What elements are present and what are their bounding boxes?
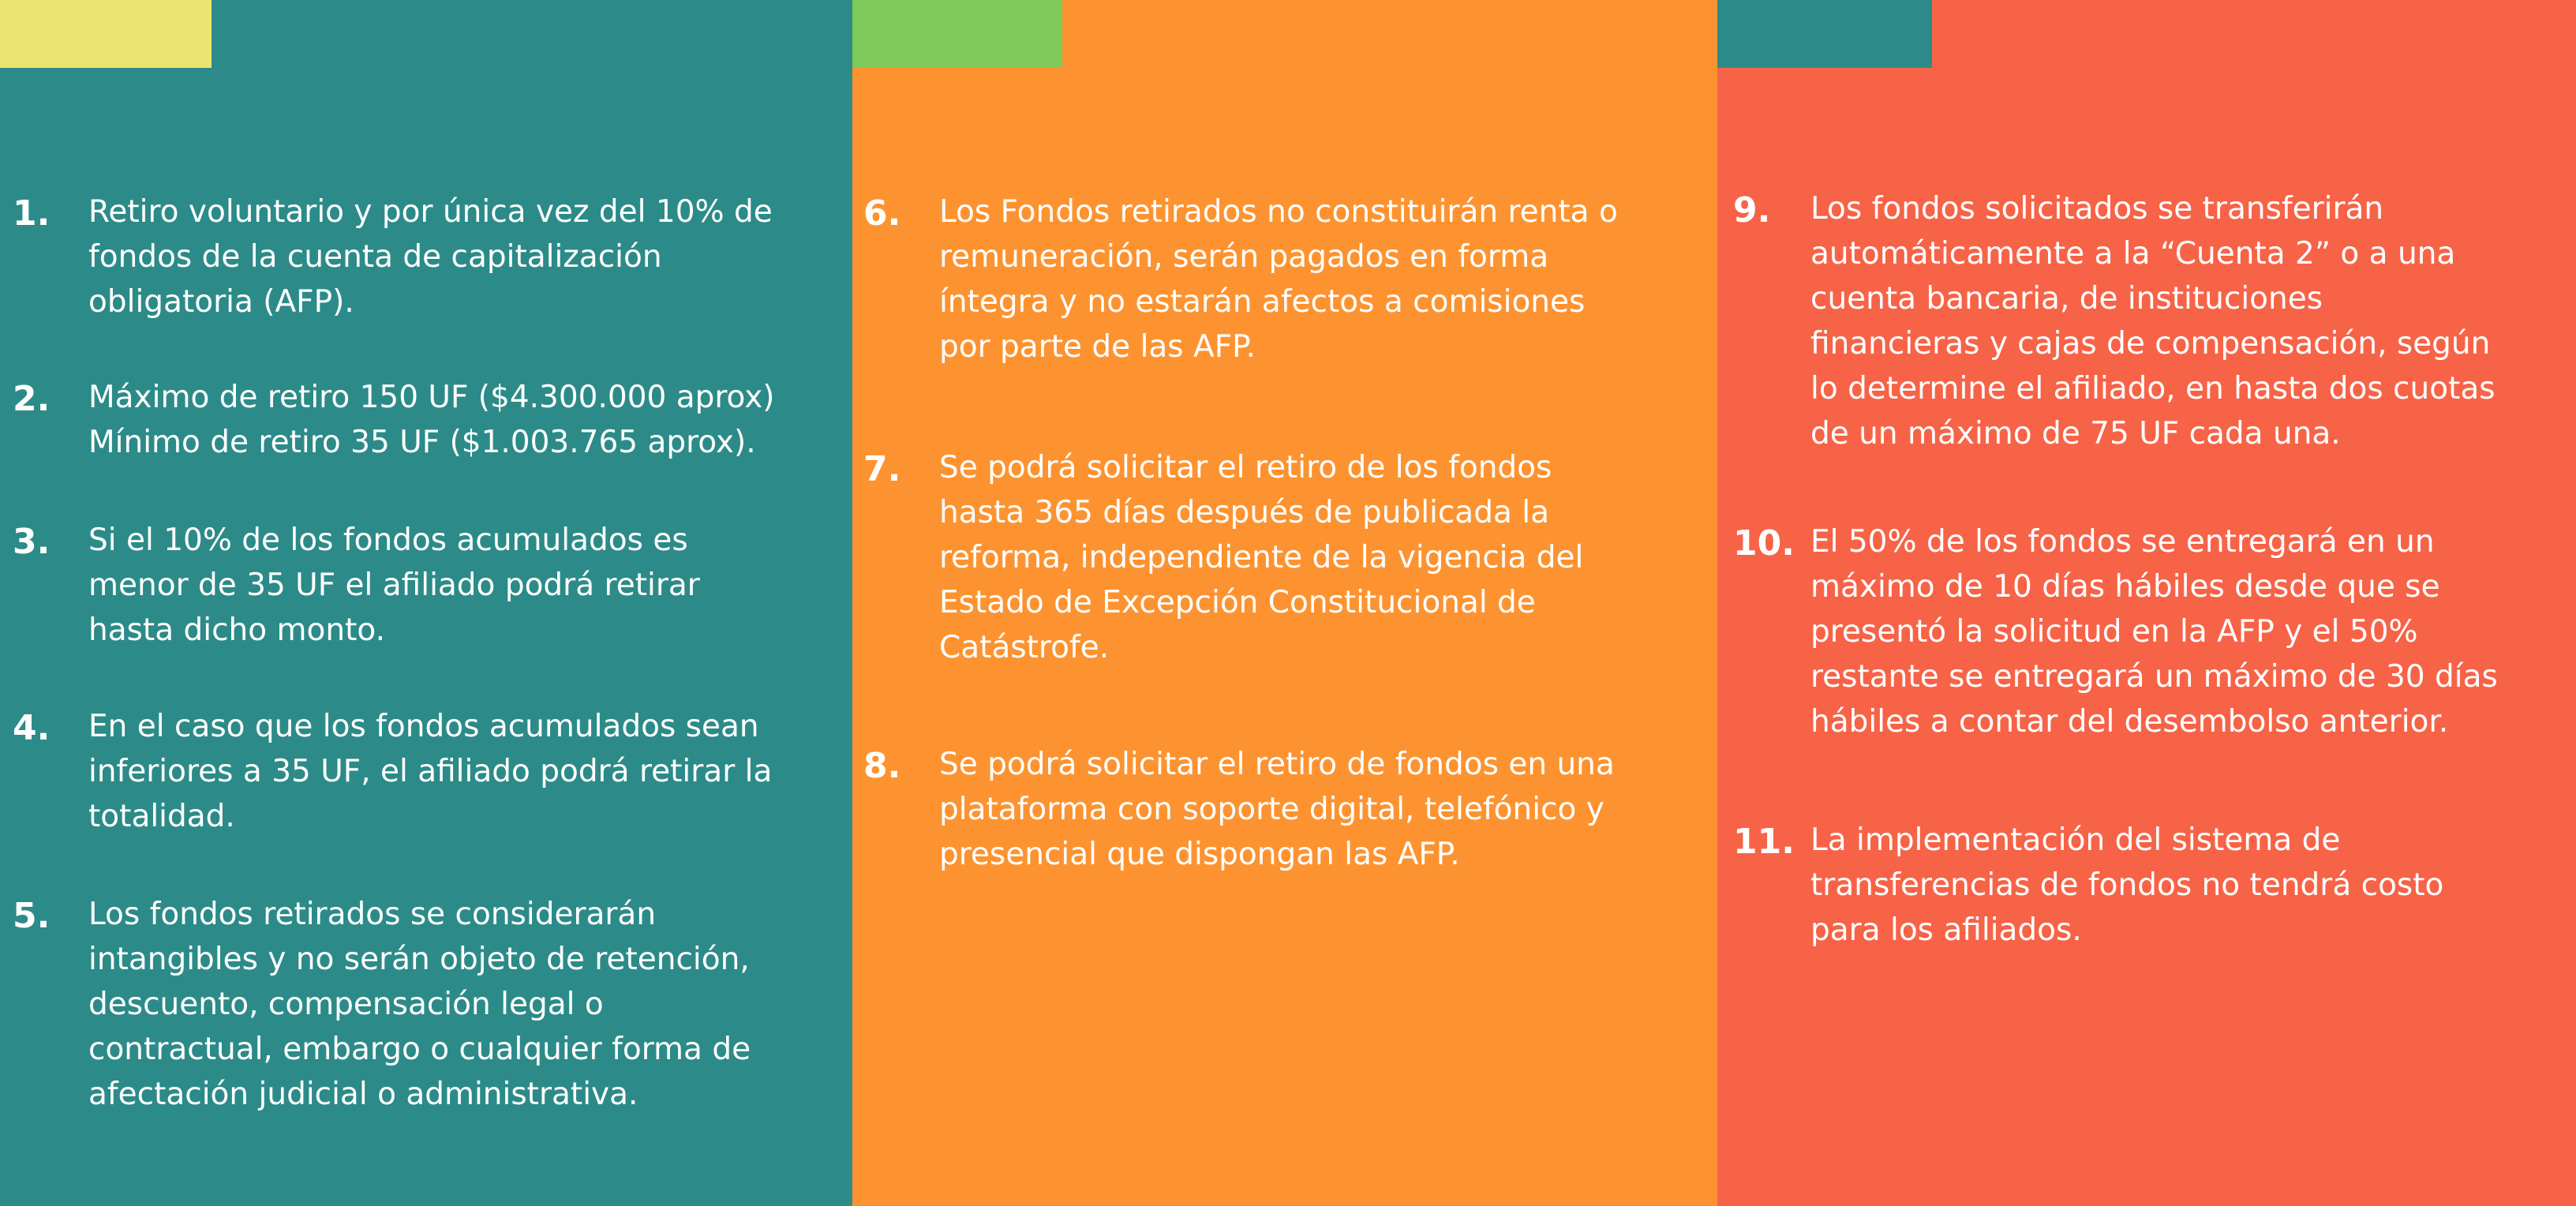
accent-tab-teal (1717, 0, 1932, 68)
item-text-line: Los Fondos retirados no constituirán renta o (939, 194, 1618, 230)
accent-tab-green (852, 0, 1062, 68)
item-text-line: Los fondos solicitados se transferirán (1810, 191, 2384, 227)
item-text-line: obligatoria (AFP). (88, 284, 354, 320)
item-text-line: La implementación del sistema de (1810, 822, 2341, 858)
item-text-line: para los afiliados. (1810, 912, 2082, 948)
item-text-line: Catástrofe. (939, 630, 1110, 665)
item-text-line: por parte de las AFP. (939, 329, 1256, 365)
item-text-line: Los fondos retirados se considerarán (88, 897, 657, 932)
item-number: 7. (863, 449, 901, 489)
item-text-line: fondos de la cuenta de capitalización (88, 239, 662, 275)
item-text-line: reforma, independiente de la vigencia del (939, 540, 1584, 575)
item-text-line: presencial que dispongan las AFP. (939, 837, 1460, 872)
item-number: 3. (13, 522, 51, 562)
item-number: 8. (863, 746, 901, 786)
item-text-line: intangibles y no serán objeto de retención, (88, 942, 750, 977)
item-text-line: hasta 365 días después de publicada la (939, 495, 1549, 530)
item-text-line: Si el 10% de los fondos acumulados es (88, 522, 688, 558)
item-text-line: En el caso que los fondos acumulados sean (88, 709, 759, 744)
item-text-line: restante se entregará un máximo de 30 días (1810, 659, 2498, 695)
item-text-line: transferencias de fondos no tendrá costo (1810, 867, 2444, 903)
item-text-line: lo determine el afiliado, en hasta dos cuotas (1810, 371, 2496, 406)
item-text-line: El 50% de los fondos se entregará en un (1810, 524, 2435, 560)
item-text-line: Se podrá solicitar el retiro de fondos en una (939, 747, 1615, 782)
item-number: 10. (1733, 523, 1795, 564)
item-number: 5. (13, 896, 51, 936)
item-text-line: menor de 35 UF el afiliado podrá retirar (88, 567, 700, 603)
item-text-line: automáticamente a la “Cuenta 2” o a una (1810, 236, 2456, 272)
item-number: 2. (13, 379, 51, 419)
item-text-line: de un máximo de 75 UF cada una. (1810, 416, 2341, 451)
item-text-line: Máximo de retiro 150 UF ($4.300.000 aprox) (88, 380, 775, 415)
item-text-line: presentó la solicitud en la AFP y el 50% (1810, 614, 2418, 650)
item-number: 11. (1733, 822, 1795, 862)
item-text-line: íntegra y no estarán afectos a comisiones (939, 284, 1586, 320)
accent-tab-yellow (0, 0, 212, 68)
item-text-line: financieras y cajas de compensación, según (1810, 326, 2491, 361)
item-text-line: hábiles a contar del desembolso anterior. (1810, 704, 2449, 740)
item-number: 6. (863, 193, 901, 234)
item-text-line: hasta dicho monto. (88, 612, 385, 648)
item-text-line: contractual, embargo o cualquier forma de (88, 1032, 751, 1067)
item-text-line: cuenta bancaria, de instituciones (1810, 281, 2323, 316)
item-text-line: máximo de 10 días hábiles desde que se (1810, 569, 2440, 605)
item-text-line: totalidad. (88, 799, 235, 834)
item-text-line: Estado de Excepción Constitucional de (939, 585, 1536, 620)
item-number: 1. (13, 193, 51, 234)
item-text-line: descuento, compensación legal o (88, 987, 604, 1022)
item-text-line: Se podrá solicitar el retiro de los fondos (939, 450, 1552, 485)
item-text-line: afectación judicial o administrativa. (88, 1077, 638, 1112)
item-text-line: Retiro voluntario y por única vez del 10% de (88, 194, 773, 230)
item-text-line: plataforma con soporte digital, telefónico y (939, 792, 1604, 827)
item-number: 9. (1733, 190, 1771, 230)
item-number: 4. (13, 708, 51, 748)
item-text-line: inferiores a 35 UF, el afiliado podrá retirar la (88, 754, 773, 789)
item-text-line: remuneración, serán pagados en forma (939, 239, 1549, 275)
item-text-line: Mínimo de retiro 35 UF ($1.003.765 aprox). (88, 425, 756, 460)
